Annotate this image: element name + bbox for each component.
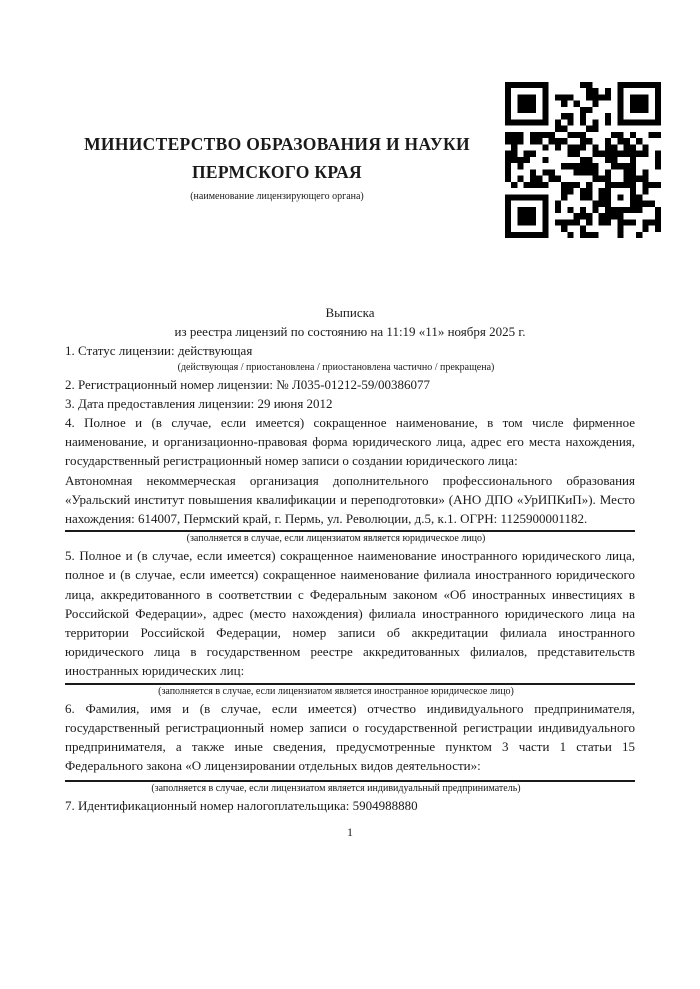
item-6-entrepreneur-heading: 6. Фамилия, имя и (в случае, если имеется) отчество индивидуального предпринимателя, государственный регистрационный номер записи о государственной регистрации индивидуального предпринимателя, а также иные сведения, предусмотренные пунктом 3 части 1 статьи 15 Федерального закона «О лицензировании отдельных видов деятельности»: bbox=[65, 700, 635, 774]
item-1-status-options-caption: (действующая / приостановлена / приостановлена частично / прекращена) bbox=[177, 361, 495, 373]
item-5-foreign-entity-heading: 5. Полное и (в случае, если имеется) сокращенное наименование иностранного юридического лица, полное и (в случае, если имеется) сокращенное наименование филиала иностранного юридического лица, аккредитованного в соответствии с Федеральным законом «Об иностранных инвестициях в Российской Федерации», адрес (место нахождения) филиала иностранного юридического лица на территории Российской Федерации, номер записи об аккредитации филиала иностранного юридического лица в государственном реестре аккредитованных филиалов, представительств иностранных юридических лиц: bbox=[65, 548, 635, 679]
page-number: 1 bbox=[347, 824, 353, 839]
extract-subtitle: из реестра лицензий по состоянию на 11:19 «11» ноября 2025 г. bbox=[174, 324, 526, 340]
item-3-grant-date: 3. Дата предоставления лицензии: 29 июня 2012 bbox=[65, 395, 333, 411]
extract-body bbox=[0, 341, 700, 839]
item-2-registration-number: 2. Регистрационный номер лицензии: № Л035-01212-59/00386077 bbox=[65, 376, 431, 392]
ministry-name-line2: ПЕРМСКОГО КРАЯ bbox=[192, 162, 362, 182]
ministry-header bbox=[65, 130, 489, 203]
item-4-fill-caption: (заполняется в случае, если лицензиатом является юридическое лицо) bbox=[186, 533, 486, 545]
qr-code-icon bbox=[505, 82, 661, 238]
item-6-fill-caption: (заполняется в случае, если лицензиатом является индивидуальный предприниматель) bbox=[151, 783, 521, 795]
item-4-legal-entity-heading: 4. Полное и (в случае, если имеется) сокращенное наименование, в том числе фирменное наименование, и организационно-правовая форма юридического лица, адрес его места нахождения, государственный регистрационный номер записи о создании юридического лица: bbox=[65, 415, 635, 469]
extract-title-block bbox=[0, 303, 700, 341]
licensing-authority-caption: (наименование лицензирующего органа) bbox=[190, 191, 364, 202]
item-1-license-status: 1. Статус лицензии: действующая bbox=[65, 343, 253, 359]
item-7-taxpayer-id: 7. Идентификационный номер налогоплательщика: 5904988880 bbox=[65, 798, 418, 814]
item-5-fill-caption: (заполняется в случае, если лицензиатом является иностранное юридическое лицо) bbox=[158, 685, 514, 697]
document-header-section bbox=[0, 0, 700, 303]
item-4-legal-entity-value: Автономная некоммерческая организация дополнительного профессионального образования «Уральский институт повышения квалификации и переподготовки» (АНО ДПО «УрИПКиП»). Место нахождения: 614007, Пермский край, г. Пермь, ул. Революции, д.5, к.1. ОГРН: 1125900001182. bbox=[65, 472, 635, 527]
extract-title: Выписка bbox=[325, 305, 375, 320]
ministry-name-line1: МИНИСТЕРСТВО ОБРАЗОВАНИЯ И НАУКИ bbox=[84, 134, 470, 154]
